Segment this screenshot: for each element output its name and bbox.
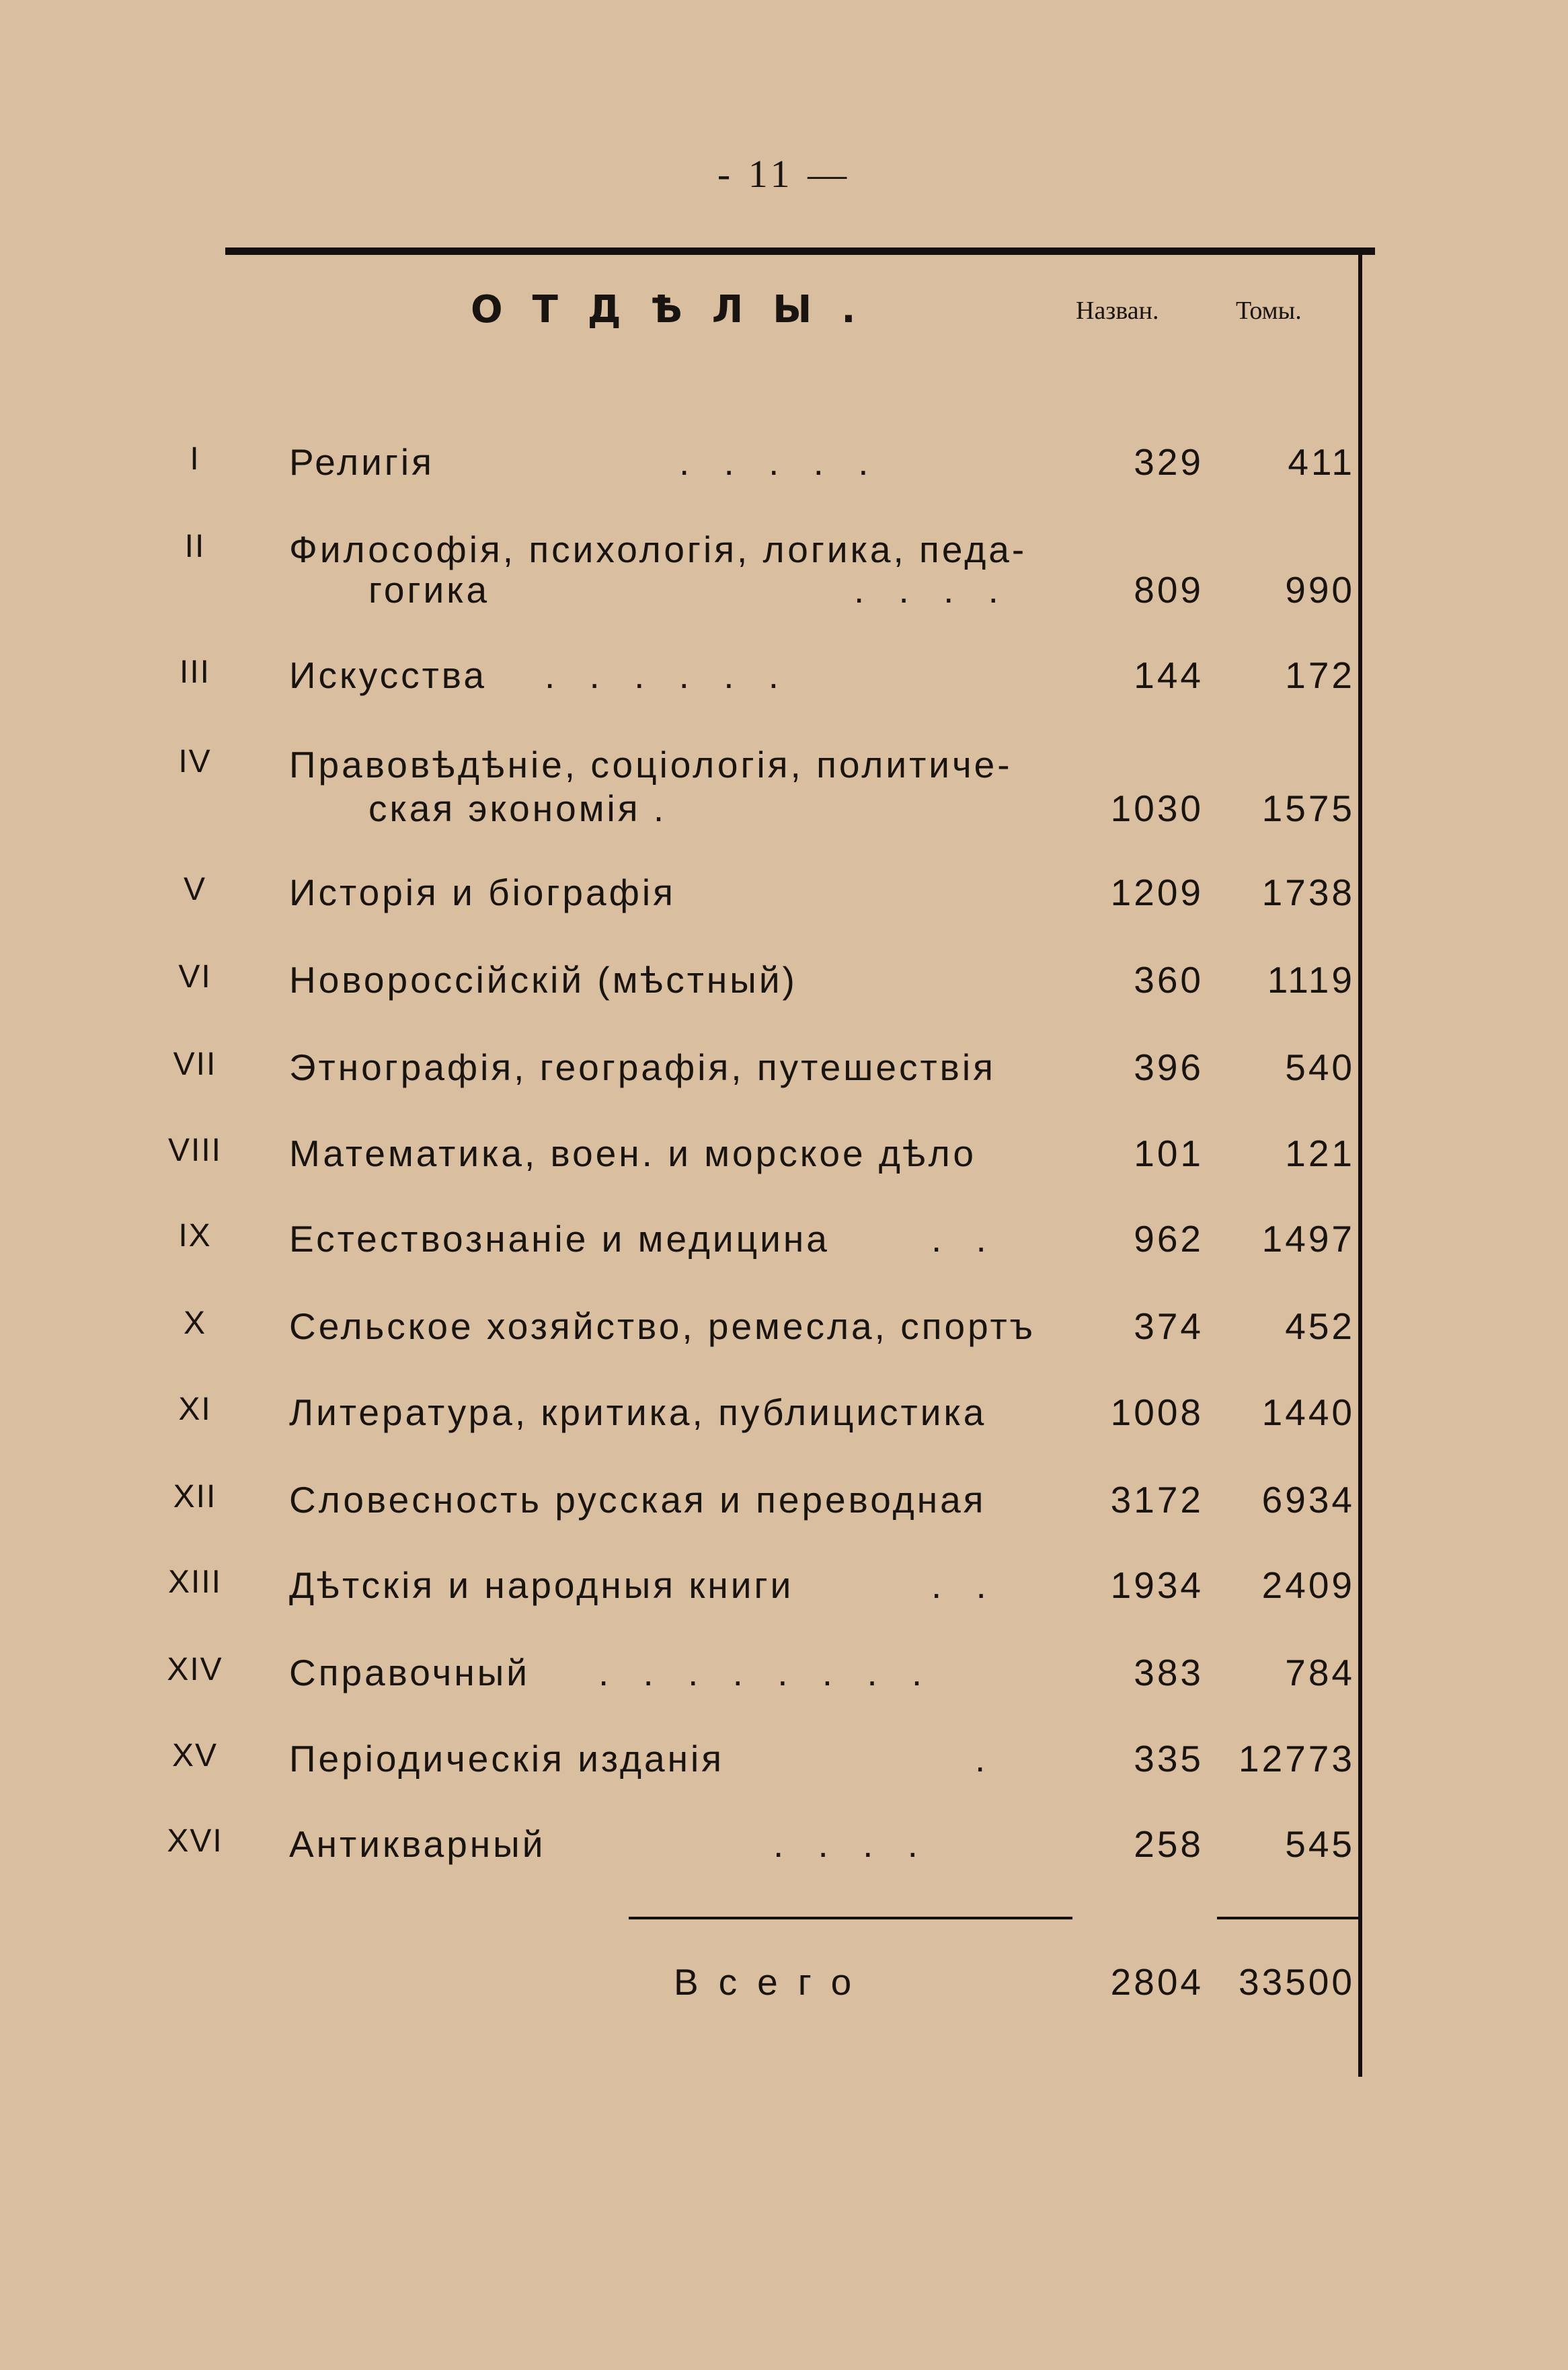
table-row (0, 441, 1568, 488)
row-names: 809 (1134, 569, 1204, 611)
row-volumes: 2409 (1261, 1564, 1355, 1606)
total-volumes: 33500 (1239, 1961, 1355, 2003)
row-volumes: 1497 (1261, 1218, 1355, 1260)
table-row-continuation (0, 568, 1568, 615)
row-number: XII (173, 1479, 217, 1515)
row-volumes: 12773 (1239, 1738, 1355, 1780)
row-volumes: 990 (1285, 569, 1355, 611)
row-title: Искусства (289, 654, 487, 696)
total-label: Всего (674, 1961, 872, 2003)
row-names: 383 (1134, 1652, 1204, 1693)
row-title: Правовѣдѣніе, соціологія, политиче- (289, 744, 1013, 786)
row-number: IX (178, 1218, 212, 1254)
row-volumes: 1575 (1261, 788, 1355, 829)
row-number: X (183, 1305, 206, 1341)
row-number: II (184, 529, 206, 564)
row-number: III (179, 654, 210, 690)
row-volumes: 411 (1288, 441, 1355, 483)
row-names: 1008 (1110, 1391, 1204, 1433)
row-title: Этнографія, географія, путешествія (289, 1046, 996, 1088)
row-number: XI (178, 1391, 212, 1427)
row-names: 335 (1134, 1738, 1204, 1780)
total-rule-volumes (1217, 1917, 1358, 1919)
row-title-continuation: ская экономія . (368, 788, 667, 829)
row-number: IV (178, 744, 212, 779)
row-names: 101 (1134, 1133, 1204, 1174)
header-departments: ОТДѢЛЫ. (471, 288, 886, 332)
row-title: Сельское хозяйство, ремесла, спортъ (289, 1305, 1036, 1347)
row-dots: . . . . (854, 569, 1011, 611)
table-row (0, 743, 1568, 790)
row-dots: . . . . . . . . (598, 1652, 935, 1693)
row-names: 962 (1134, 1218, 1204, 1260)
table-row (0, 1391, 1568, 1438)
row-names: 1934 (1110, 1564, 1204, 1606)
row-title: Новороссійскій (мѣстный) (289, 959, 797, 1001)
row-volumes: 121 (1285, 1133, 1355, 1174)
header-names: Назван. (1076, 297, 1159, 325)
total-rule-names (629, 1917, 1072, 1919)
row-dots: . . . . . (679, 441, 881, 483)
page-number: - 11 — (717, 152, 851, 196)
row-number: XIV (167, 1652, 223, 1687)
row-volumes: 545 (1285, 1823, 1355, 1865)
row-volumes: 1738 (1261, 872, 1355, 913)
row-volumes: 1440 (1261, 1391, 1355, 1433)
row-names: 396 (1134, 1046, 1204, 1088)
row-title-continuation: гогика (368, 569, 490, 611)
table-row (0, 1564, 1568, 1611)
row-number: XVI (167, 1823, 223, 1859)
table-row (0, 1046, 1568, 1093)
row-number: I (190, 441, 200, 477)
table-row-continuation (0, 787, 1568, 834)
row-title: Дѣтскія и народныя книги (289, 1564, 794, 1606)
row-number: VI (178, 959, 212, 995)
row-names: 3172 (1110, 1479, 1204, 1521)
row-volumes: 452 (1285, 1305, 1355, 1347)
row-number: VII (173, 1046, 217, 1082)
table-row (0, 654, 1568, 701)
row-volumes: 172 (1285, 654, 1355, 696)
row-dots: . (975, 1738, 998, 1780)
row-number: XV (171, 1738, 219, 1773)
row-names: 360 (1134, 959, 1204, 1001)
row-title: Антикварный (289, 1823, 546, 1865)
table-row (0, 1737, 1568, 1784)
table-row (0, 1132, 1568, 1179)
row-names: 1209 (1110, 872, 1204, 913)
row-title: Философія, психологія, логика, педа- (289, 529, 1027, 570)
table-row (0, 1823, 1568, 1870)
row-number: VIII (167, 1133, 223, 1168)
row-title: Математика, воен. и морское дѣло (289, 1133, 976, 1174)
table-row (0, 958, 1568, 1005)
row-names: 258 (1134, 1823, 1204, 1865)
row-title: Словесность русская и переводная (289, 1479, 986, 1521)
row-volumes: 540 (1285, 1046, 1355, 1088)
row-volumes: 6934 (1261, 1479, 1355, 1521)
table-row (0, 1651, 1568, 1698)
row-names: 1030 (1110, 788, 1204, 829)
row-number: V (183, 872, 206, 907)
row-title: Справочный (289, 1652, 530, 1693)
header-volumes: Томы. (1236, 297, 1302, 325)
row-volumes: 784 (1285, 1652, 1355, 1693)
row-title: Періодическія изданія (289, 1738, 724, 1780)
row-dots: . . (931, 1564, 998, 1606)
row-names: 374 (1134, 1305, 1204, 1347)
table-row (0, 871, 1568, 918)
row-volumes: 1119 (1267, 959, 1355, 1001)
row-title: Литература, критика, публицистика (289, 1391, 987, 1433)
row-dots: . . . . . . (545, 654, 791, 696)
row-dots: . . (931, 1218, 998, 1260)
table-row (0, 1478, 1568, 1525)
total-names: 2804 (1110, 1961, 1204, 2003)
row-dots: . . . . (773, 1823, 930, 1865)
row-names: 144 (1134, 654, 1204, 696)
row-title: Естествознаніе и медицина (289, 1218, 830, 1260)
row-title: Религія (289, 441, 434, 483)
table-row (0, 1305, 1568, 1352)
row-names: 329 (1134, 441, 1204, 483)
top-rule (225, 247, 1375, 255)
row-number: XIII (167, 1564, 223, 1600)
table-row (0, 1217, 1568, 1264)
row-title: Исторія и біографія (289, 872, 676, 913)
